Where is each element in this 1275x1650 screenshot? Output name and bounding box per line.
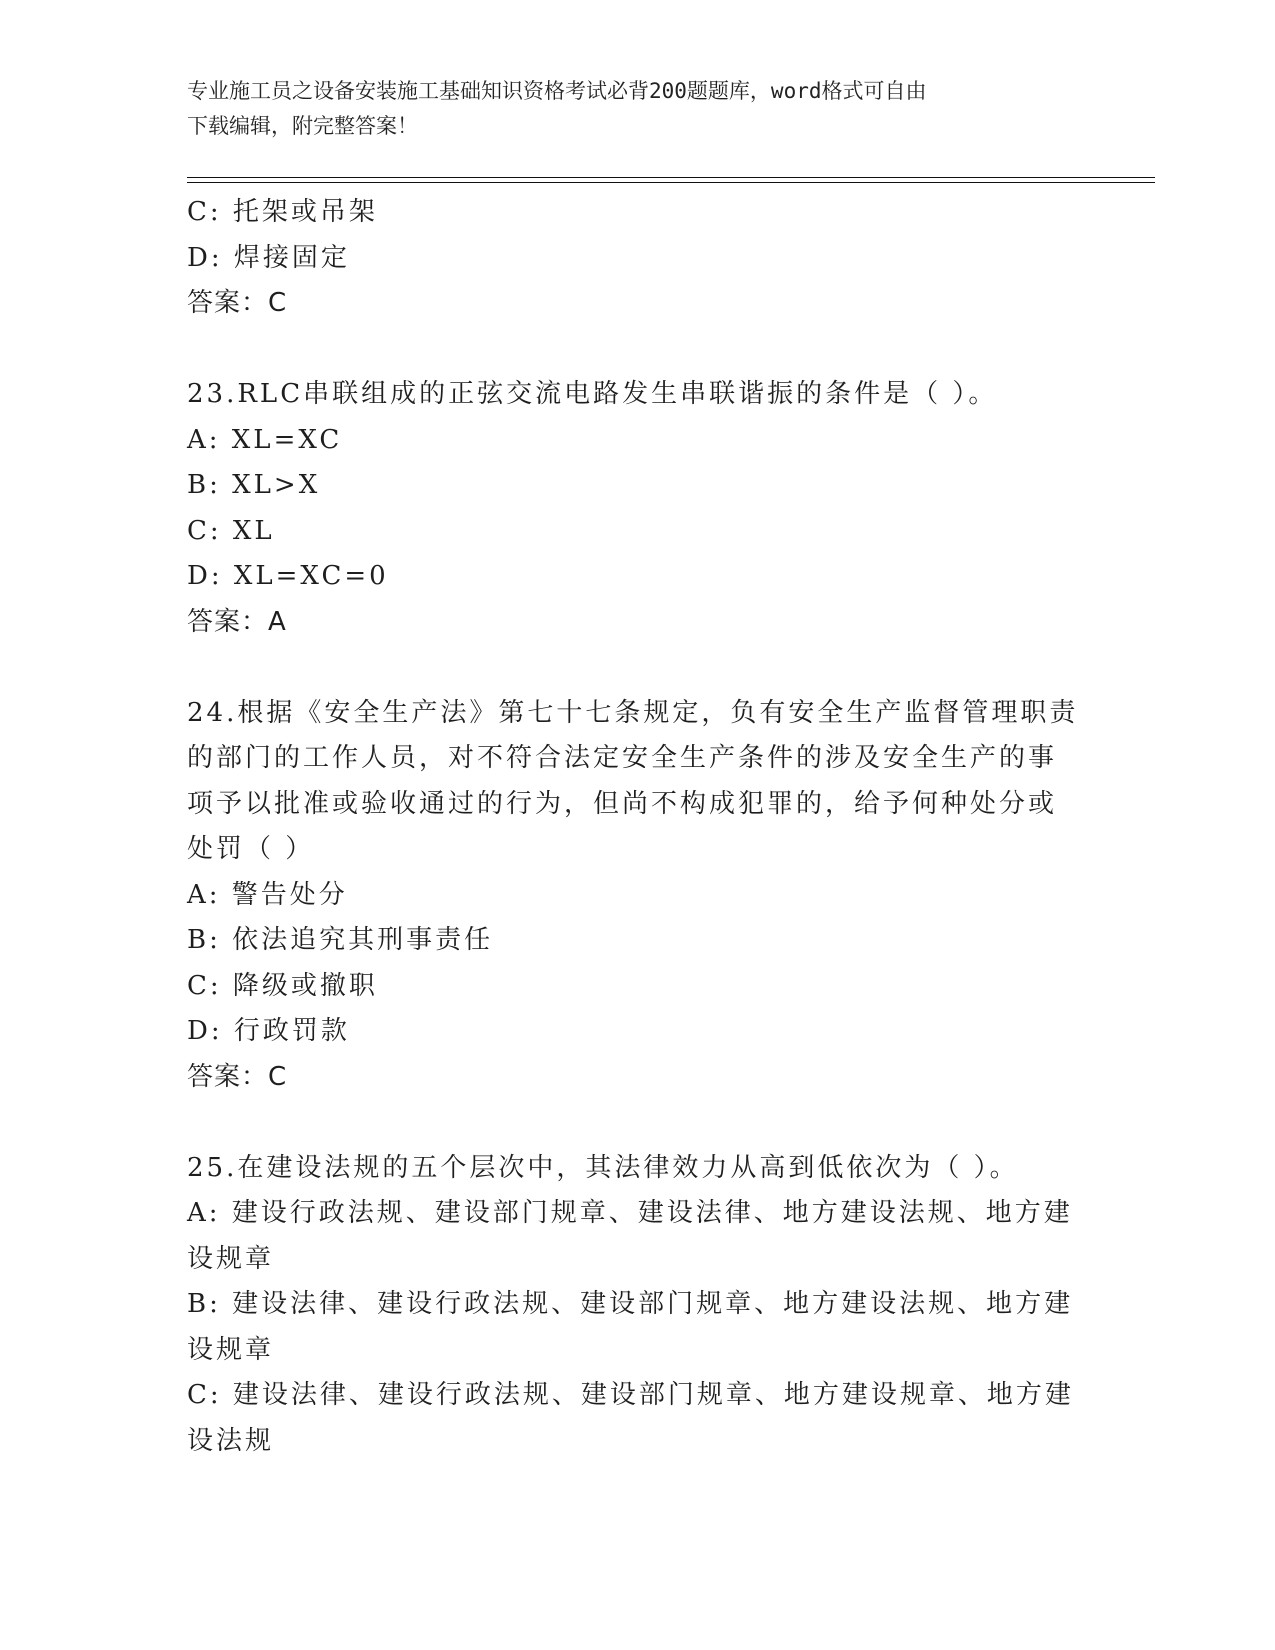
- option-line: 设法规: [187, 1425, 275, 1456]
- option-line: B: XL>X: [187, 470, 321, 500]
- answer-line: 答案：C: [187, 1061, 288, 1092]
- question-stem: 23.RLC串联组成的正弦交流电路发生串联谐振的条件是（ ）。: [187, 379, 998, 409]
- header-rule-top: [187, 177, 1155, 178]
- question-stem: 处罚（ ）: [187, 834, 315, 864]
- option-line: D: XL=XC=0: [187, 561, 389, 591]
- question-stem: 25.在建设法规的五个层次中，其法律效力从高到低依次为（ ）。: [187, 1152, 1019, 1183]
- option-line: C: 托架或吊架: [187, 197, 378, 227]
- question-stem: 项予以批准或验收通过的行为，但尚不构成犯罪的，给予何种处分或: [187, 788, 1058, 819]
- option-line: C: XL: [187, 515, 275, 546]
- option-line: C: 降级或撤职: [187, 970, 378, 1001]
- document-header: [187, 74, 1067, 144]
- header-rule-bottom: [187, 182, 1155, 183]
- option-line: D: 焊接固定: [187, 242, 350, 273]
- option-line: B: 建设法律、建设行政法规、建设部门规章、地方建设法规、地方建: [187, 1289, 1074, 1319]
- question-stem: 的部门的工作人员，对不符合法定安全生产条件的涉及安全生产的事: [187, 743, 1058, 773]
- header-line-1: 专业施工员之设备安装施工基础知识资格考试必背200题题库，word格式可自由: [187, 79, 927, 103]
- option-line: B: 依法追究其刑事责任: [187, 925, 494, 955]
- option-line: 设规章: [187, 1334, 275, 1365]
- option-line: A: XL=XC: [187, 424, 343, 455]
- option-line: C: 建设法律、建设行政法规、建设部门规章、地方建设规章、地方建: [187, 1380, 1074, 1410]
- option-line: A: 警告处分: [187, 879, 348, 910]
- answer-line: 答案：C: [187, 288, 288, 318]
- header-line-2: 下载编辑，附完整答案！: [187, 114, 418, 138]
- option-line: A: 建设行政法规、建设部门规章、建设法律、地方建设法规、地方建: [187, 1198, 1073, 1228]
- option-line: 设规章: [187, 1243, 275, 1274]
- answer-line: 答案：A: [187, 606, 287, 637]
- question-stem: 24.根据《安全生产法》第七十七条规定，负有安全生产监督管理职责: [187, 697, 1079, 728]
- question-body: [187, 190, 1087, 1464]
- option-line: D: 行政罚款: [187, 1016, 350, 1046]
